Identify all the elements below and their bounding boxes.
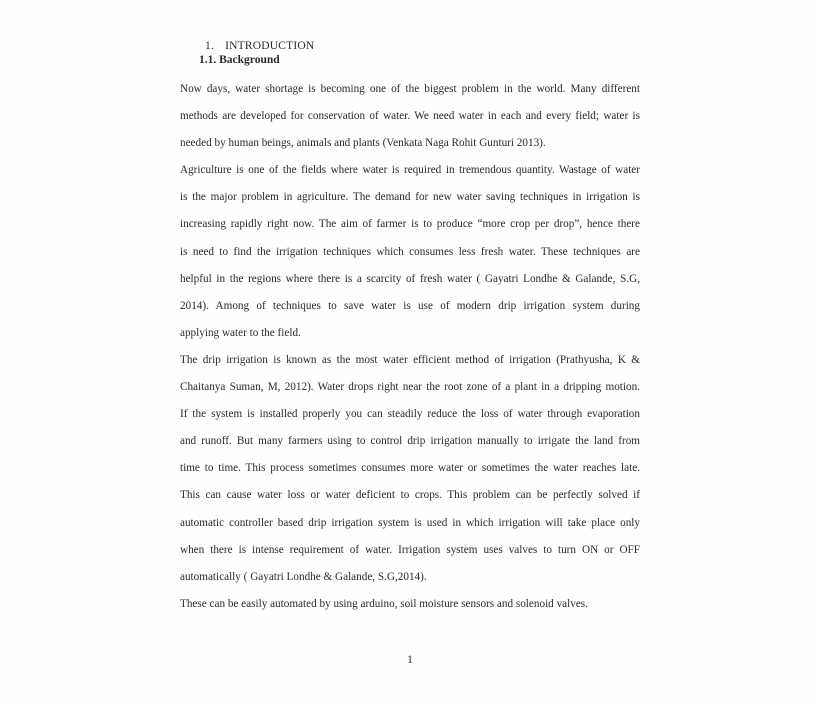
text-line: when there is intense requirement of water. Irrigation system uses valves to turn ON or OFF [180,543,640,556]
text-line: automatic controller based drip irrigation system is used in which irrigation will take place only [180,516,640,529]
text-line: increasing rapidly right now. The aim of farmer is to produce “more crop per drop”, hence there [180,218,640,231]
text-line: This can cause water loss or water deficient to crops. This problem can be perfectly solved if [180,489,640,502]
section-heading [205,40,314,52]
text-line: applying water to the field. [180,326,301,339]
paragraph [180,157,640,347]
text-line: and runoff. But many farmers using to control drip irrigation manually to irrigate the land from [180,435,640,448]
text-line: is the major problem in agriculture. The demand for new water saving techniques in irrigation is [180,191,640,204]
text-line: These can be easily automated by using arduino, soil moisture sensors and solenoid valves. [180,597,588,610]
text-line: is need to find the irrigation techniques which consumes less fresh water. These techniques are [180,245,640,258]
text-line: helpful in the regions where there is a scarcity of fresh water ( Gayatri Londhe & Galande, S.G, [180,272,640,285]
text-line: 2014). Among of techniques to save water is use of modern drip irrigation system during [180,299,640,312]
text-line: Now days, water shortage is becoming one of the biggest problem in the world. Many different [180,83,640,95]
page-number: 1 [407,654,413,666]
text-line: The drip irrigation is known as the most water efficient method of irrigation (Prathyusha, K & [180,353,640,366]
text-line: needed by human beings, animals and plants (Venkata Naga Rohit Gunturi 2013). [180,137,546,150]
paragraph [180,76,640,157]
paragraph [180,591,640,618]
text-line: Chaitanya Suman, M, 2012). Water drops right near the root zone of a plant in a dripping motion. [180,381,640,394]
paragraph [180,347,640,591]
body-text [180,76,640,618]
subsection-heading: 1.1. Background [199,54,280,66]
text-line: time to time. This process sometimes consumes more water or sometimes the water reaches late. [180,462,640,475]
text-line: Agriculture is one of the fields where water is required in tremendous quantity. Wastage of water [180,164,640,177]
text-line: If the system is installed properly you can steadily reduce the loss of water through evaporation [180,408,640,421]
text-line: methods are developed for conservation of water. We need water in each and every field; water is [180,110,640,123]
section-title: INTRODUCTION [225,40,315,52]
text-line: automatically ( Gayatri Londhe & Galande, S.G,2014). [180,570,427,583]
section-number: 1. [205,40,215,52]
